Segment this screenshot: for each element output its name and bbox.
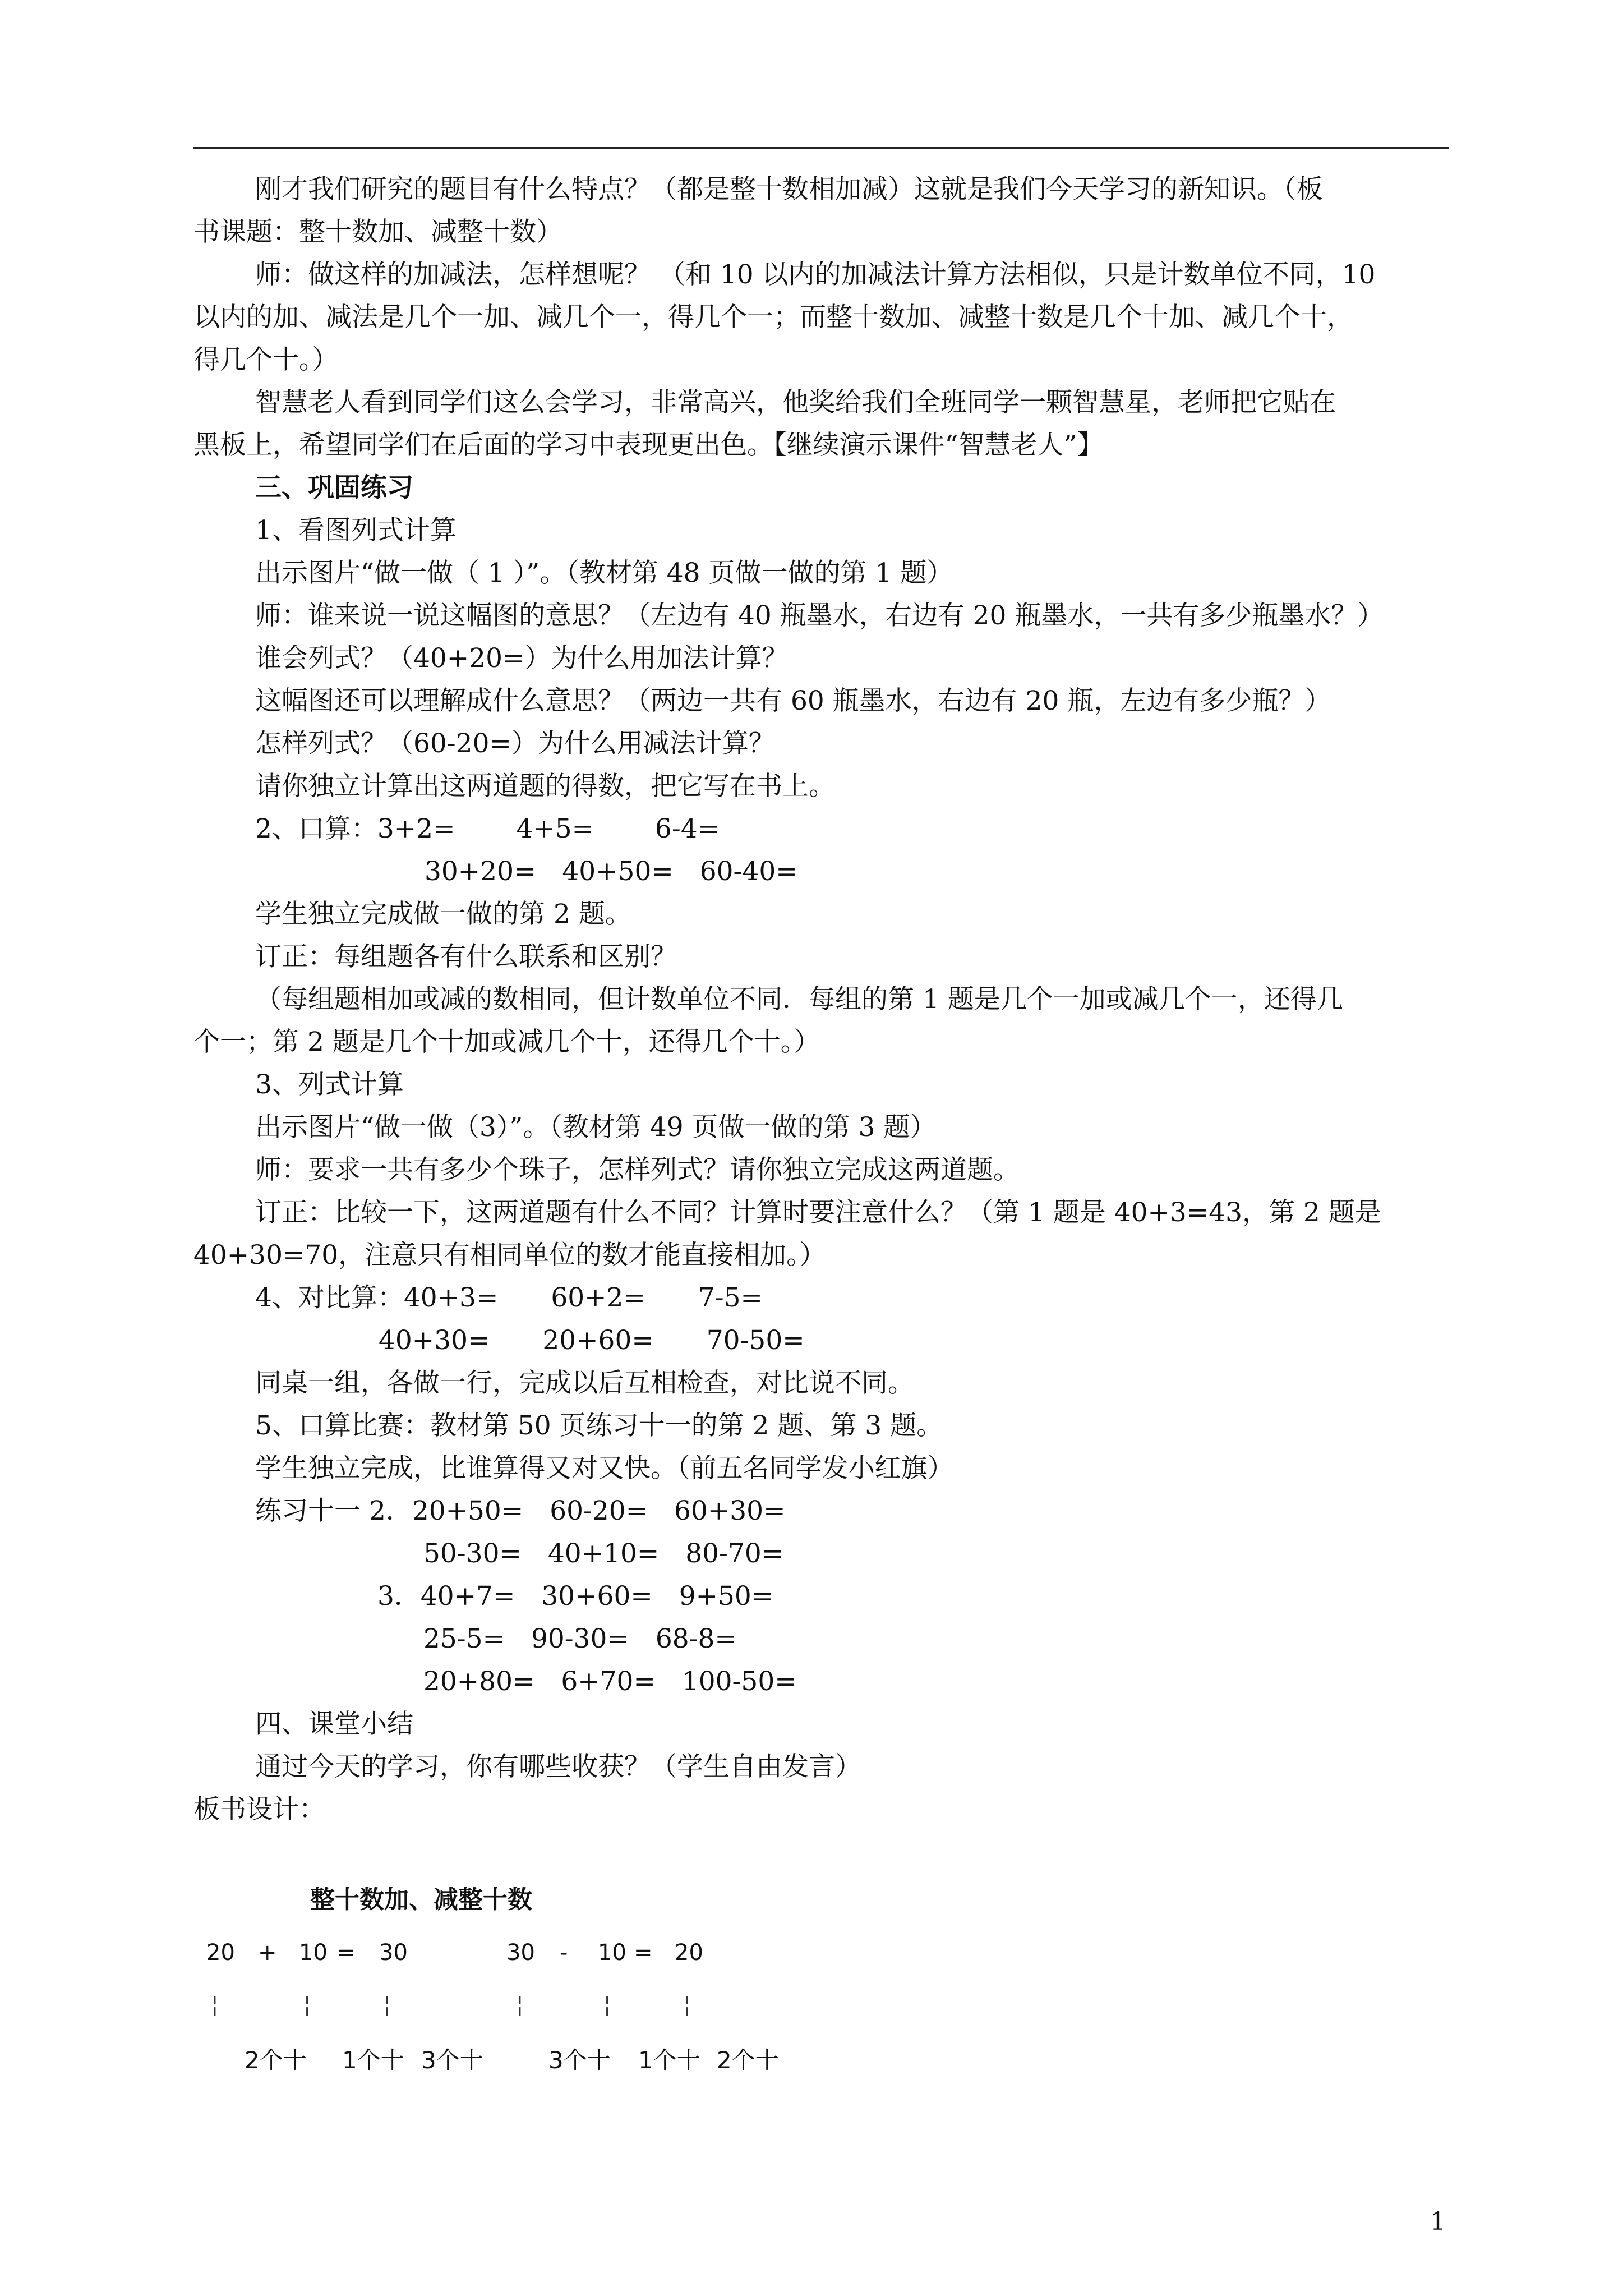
board-bar: ¦ xyxy=(383,1991,391,2017)
board-eq-left-eq: = xyxy=(336,1940,356,1966)
text-line: 订正：比较一下，这两道题有什么不同？计算时要注意什么？（第 1 题是 40+3=43，第 2 题是 xyxy=(255,1197,1381,1228)
blackboard-design xyxy=(201,1879,930,2081)
board-unit: 1个十 xyxy=(638,2046,700,2074)
document-body xyxy=(193,168,1449,1831)
board-bar: ¦ xyxy=(603,1991,611,2017)
text-line: 25-5= 90-30= 68-8= xyxy=(423,1623,737,1654)
text-line: 出示图片“做一做（ 1 ）”。（教材第 48 页做一做的第 1 题） xyxy=(255,558,953,588)
text-line: 这幅图还可以理解成什么意思？（两边一共有 60 瓶墨水，右边有 20 瓶，左边有多少瓶？） xyxy=(255,685,1331,716)
board-eq-right-eq: = xyxy=(634,1940,653,1966)
text-line: 刚才我们研究的题目有什么特点？（都是整十数相加减）这就是我们今天学习的新知识。（板 xyxy=(255,174,1323,205)
text-line: 4、对比算：40+3= 60+2= 7-5= xyxy=(255,1282,763,1313)
board-unit: 1个十 xyxy=(342,2046,404,2074)
board-eq-right-b: 10 xyxy=(598,1940,626,1966)
text-line: 2、口算：3+2= 4+5= 6-4= xyxy=(255,813,720,844)
board-unit: 3个十 xyxy=(421,2046,483,2074)
header-rule xyxy=(193,147,1449,149)
text-line: 3．40+7= 30+60= 9+50= xyxy=(377,1581,774,1612)
text-line: 同桌一组，各做一行，完成以后互相检查，对比说不同。 xyxy=(255,1368,914,1398)
text-line: 谁会列式？（40+20=）为什么用加法计算？ xyxy=(255,643,789,674)
board-bar: ¦ xyxy=(683,1991,691,2017)
text-line: 师：做这样的加减法，怎样想呢？ （和 10 以内的加减法计算方法相似，只是计数单位不同，10 xyxy=(255,259,1376,290)
text-line: 出示图片“做一做（3）”。（教材第 49 页做一做的第 3 题） xyxy=(255,1112,937,1143)
text-line: 学生独立完成做一做的第 2 题。 xyxy=(255,899,631,930)
board-unit: 2个十 xyxy=(245,2046,307,2074)
text-line: 1、看图列式计算 xyxy=(255,515,457,546)
text-line: 三、巩固练习 xyxy=(255,472,413,503)
text-line: 师：要求一共有多少个珠子，怎样列式？请你独立完成这两道题。 xyxy=(255,1154,1020,1185)
board-title: 整十数加、减整十数 xyxy=(310,1885,532,1914)
text-line: 个一；第 2 题是几个十加或减几个十，还得几个十。） xyxy=(193,1027,820,1057)
board-eq-right-a: 30 xyxy=(506,1940,535,1966)
text-line: 30+20= 40+50= 60-40= xyxy=(425,856,798,887)
board-eq-left-a: 20 xyxy=(206,1940,235,1966)
text-line: 请你独立计算出这两道题的得数，把它写在书上。 xyxy=(255,771,835,802)
board-unit: 2个十 xyxy=(717,2046,779,2074)
board-bar: ¦ xyxy=(516,1991,524,2017)
board-eq-right-r: 20 xyxy=(675,1940,703,1966)
text-line: 得几个十。） xyxy=(193,344,339,375)
text-line: 50-30= 40+10= 80-70= xyxy=(423,1538,784,1569)
text-line: 怎样列式？（60-20=）为什么用减法计算？ xyxy=(255,728,775,759)
text-line: 师：谁来说一说这幅图的意思？（左边有 40 瓶墨水，右边有 20 瓶墨水，一共有多少瓶墨水？） xyxy=(255,600,1384,631)
board-bar: ¦ xyxy=(211,1991,219,2017)
text-line: 智慧老人看到同学们这么会学习，非常高兴，他奖给我们全班同学一颗智慧星，老师把它贴在 xyxy=(255,387,1336,418)
text-line: 通过今天的学习，你有哪些收获？（学生自由发言） xyxy=(255,1751,861,1782)
board-bar: ¦ xyxy=(303,1991,311,2017)
text-line: 以内的加、减法是几个一加、减几个一，得几个一；而整十数加、减整十数是几个十加、减几个十， xyxy=(193,302,1353,333)
text-line: （每组题相加或减的数相同，但计数单位不同．每组的第 1 题是几个一加或减几个一，还得几 xyxy=(255,984,1343,1015)
text-line: 书课题：整十数加、减整十数） xyxy=(193,217,562,247)
text-line: 四、课堂小结 xyxy=(255,1709,413,1740)
text-line: 3、列式计算 xyxy=(255,1069,404,1100)
text-line: 20+80= 6+70= 100-50= xyxy=(423,1666,797,1697)
board-eq-left-b: 10 xyxy=(299,1940,328,1966)
text-line: 5、口算比赛：教材第 50 页练习十一的第 2 题、第 3 题。 xyxy=(255,1410,943,1441)
board-unit: 3个十 xyxy=(548,2046,611,2074)
text-line: 40+30= 20+60= 70-50= xyxy=(379,1325,805,1356)
board-eq-right-op: - xyxy=(560,1940,568,1966)
text-line: 黑板上，希望同学们在后面的学习中表现更出色。【继续演示课件“智慧老人”】 xyxy=(193,430,1104,461)
board-eq-left-r: 30 xyxy=(379,1940,408,1966)
text-line: 40+30=70，注意只有相同单位的数才能直接相加。） xyxy=(193,1240,826,1271)
text-line: 练习十一 2．20+50= 60-20= 60+30= xyxy=(255,1496,786,1526)
page-number: 1 xyxy=(1430,2207,1446,2236)
board-eq-left-op: + xyxy=(258,1940,277,1966)
text-line: 订正：每组题各有什么联系和区别？ xyxy=(255,941,677,972)
text-line: 板书设计： xyxy=(193,1794,325,1825)
text-line: 学生独立完成，比谁算得又对又快。（前五名同学发小红旗） xyxy=(255,1453,954,1484)
